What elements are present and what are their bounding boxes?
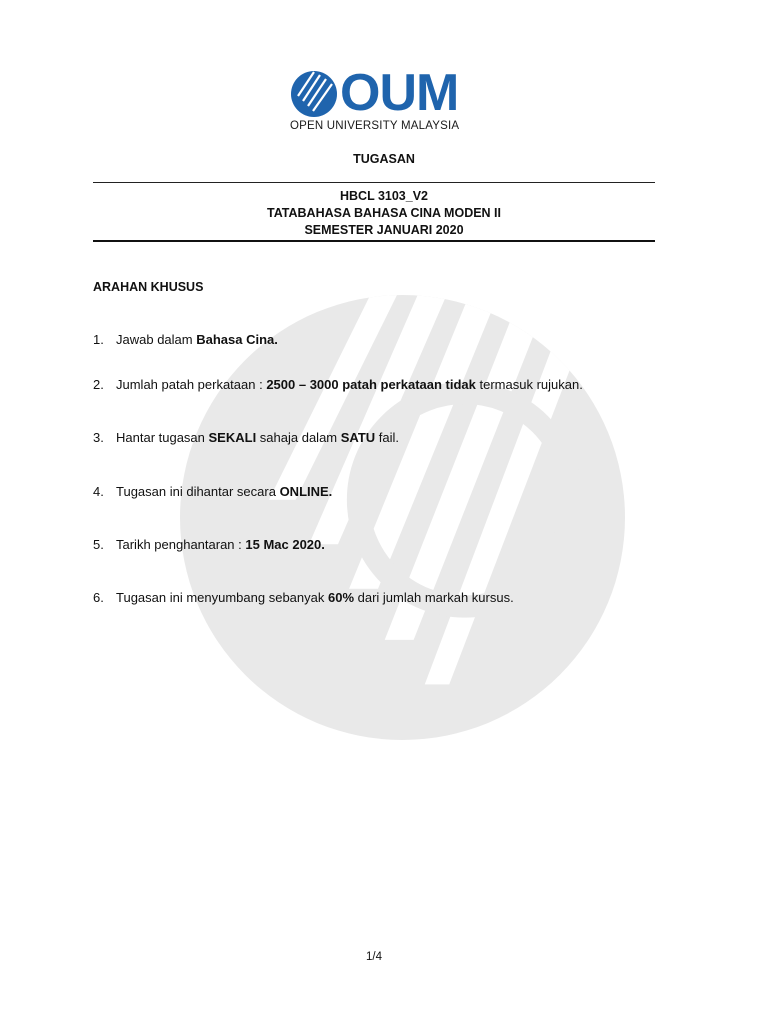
item-bold-text: ONLINE. — [279, 484, 333, 499]
oum-globe-icon — [290, 70, 338, 118]
semester-label: SEMESTER JANUARI 2020 — [304, 223, 464, 237]
item-text: Hantar tugasan — [116, 430, 209, 445]
divider-top — [93, 182, 655, 183]
item-bold-text: 15 Mac 2020. — [245, 537, 325, 552]
oum-globe-watermark-icon — [180, 295, 625, 740]
item-text: Tugasan ini menyumbang sebanyak — [116, 590, 328, 605]
page-number: 1/4 — [366, 951, 382, 963]
item-number: 4. — [93, 484, 104, 499]
item-text-after: termasuk rujukan. — [475, 377, 583, 392]
course-code: HBCL 3103_V2 — [339, 189, 428, 203]
item-text-after: dari jumlah markah kursus. — [354, 590, 514, 605]
instruction-item — [93, 537, 325, 552]
instructions-title: ARAHAN KHUSUS — [93, 280, 204, 294]
item-number: 3. — [93, 430, 104, 445]
item-number: 6. — [93, 590, 104, 605]
instruction-item — [93, 430, 399, 445]
item-text-end: fail. — [375, 430, 400, 445]
item-text: Jumlah patah perkataan : — [116, 377, 267, 392]
instruction-item — [93, 377, 583, 392]
item-bold-text: SEKALI — [208, 430, 257, 445]
course-name: TATABAHASA BAHASA CINA MODEN II — [266, 206, 501, 220]
item-bold-text: 2500 – 3000 patah perkataan tidak — [266, 377, 476, 392]
instruction-item — [93, 484, 332, 499]
item-bold-text-2: SATU — [340, 430, 376, 445]
logo-wordmark: OUM — [340, 64, 459, 122]
item-number: 5. — [93, 537, 104, 552]
item-text: Tugasan ini dihantar secara — [116, 484, 280, 499]
instruction-item — [93, 332, 278, 347]
item-bold-text: 60% — [327, 590, 355, 605]
instruction-item — [93, 590, 514, 605]
item-number: 2. — [93, 377, 104, 392]
item-number: 1. — [93, 332, 104, 347]
logo-subtitle: OPEN UNIVERSITY MALAYSIA — [290, 120, 460, 132]
item-text: Jawab dalam — [116, 332, 197, 347]
item-text-after: sahaja dalam — [256, 430, 341, 445]
oum-logo — [290, 64, 465, 135]
divider-bottom — [93, 240, 655, 242]
item-bold-text: Bahasa Cina. — [196, 332, 278, 347]
item-text: Tarikh penghantaran : — [116, 537, 246, 552]
doc-type-heading: TUGASAN — [353, 152, 415, 166]
